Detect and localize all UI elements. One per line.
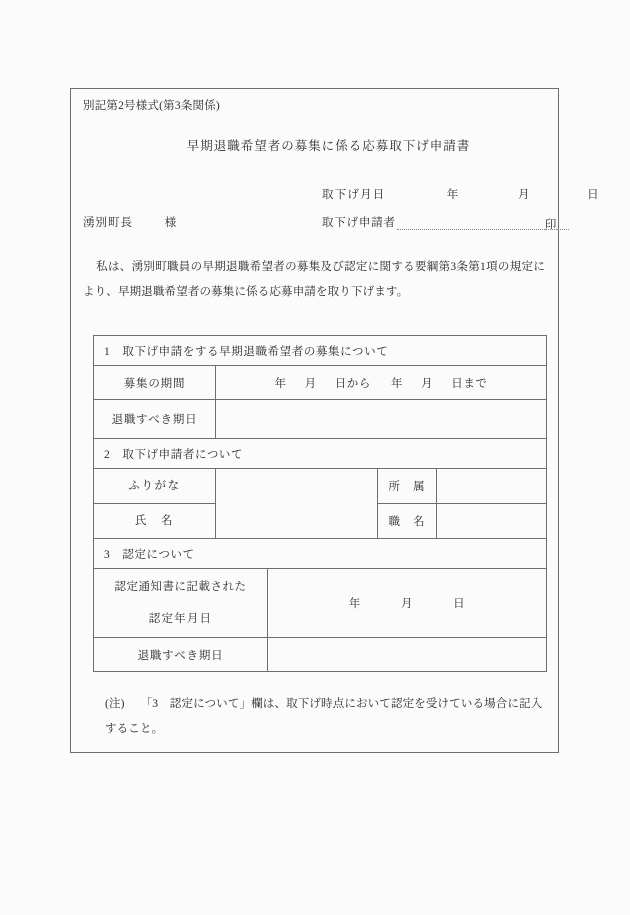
period-month-1: 月 (304, 377, 317, 390)
section2-heading-text: 取下げ申請者について (122, 448, 244, 461)
withdrawal-date-line (322, 186, 599, 202)
section1-number: 1 (104, 345, 111, 358)
body-paragraph-text: 私は、湧別町職員の早期退職希望者の募集及び認定に関する要綱第3条第1項の規定により、早期退職希望者の募集に係る応募申請を取り下げます。 (83, 261, 545, 298)
applicant-seal-mark: 印 (545, 216, 557, 230)
retirement-date-value-1[interactable] (216, 400, 547, 439)
applicant-seal-blank (557, 216, 569, 230)
position-label: 職 名 (378, 504, 437, 539)
withdrawal-date-label: 取下げ月日 (322, 189, 386, 201)
affiliation-value[interactable] (437, 469, 547, 504)
section3-number: 3 (104, 548, 111, 561)
section1-heading-cell (94, 336, 547, 366)
form-page (70, 88, 600, 753)
recruitment-period-value[interactable] (216, 366, 547, 400)
table-row (94, 336, 547, 366)
certification-date-value[interactable] (268, 569, 547, 638)
certification-month: 月 (400, 598, 414, 610)
table-row (94, 569, 547, 638)
document-title: 早期退職希望者の募集に係る応募取下げ申請書 (186, 139, 471, 153)
applicant-name-blank[interactable] (397, 216, 545, 230)
certification-year: 年 (348, 598, 361, 610)
applicant-name-label: 氏 名 (94, 504, 216, 539)
furigana-label: ふりがな (94, 469, 216, 504)
table-row (94, 366, 547, 400)
applicant-name-value[interactable] (216, 469, 378, 539)
section3-heading-cell (94, 539, 547, 569)
affiliation-label: 所 属 (378, 469, 437, 504)
period-month-2: 月 (421, 377, 434, 390)
footnote-text: 欄は、取下げ時点において認定を受けている場合に記入すること。 (105, 698, 543, 735)
recruitment-period-label: 募集の期間 (94, 366, 216, 400)
certification-date-label-line1: 認定通知書に記載された (114, 581, 247, 593)
table-row (94, 439, 547, 469)
certification-date-label-line2: 認定年月日 (148, 613, 213, 625)
form-page-inner (71, 89, 600, 752)
applicant-label: 取下げ申請者 (322, 217, 396, 229)
table-row (94, 469, 547, 504)
period-year-1: 年 (274, 377, 287, 390)
certification-date-label (94, 569, 268, 638)
retirement-date-label-1: 退職すべき期日 (94, 400, 216, 439)
footnote (105, 692, 545, 742)
withdrawal-date-year: 年 (446, 189, 459, 201)
section3-heading-text: 認定について (122, 548, 195, 561)
table-row (94, 400, 547, 439)
period-day-1: 日から (334, 377, 371, 390)
retirement-date-value-2[interactable] (268, 638, 547, 672)
table-row (94, 539, 547, 569)
section2-number: 2 (104, 448, 111, 461)
retirement-date-label-2: 退職すべき期日 (94, 638, 268, 672)
withdrawal-date-month: 月 (517, 189, 530, 201)
withdrawal-date-day: 日 (587, 189, 600, 201)
section1-heading-text: 取下げ申請をする早期退職希望者の募集について (122, 345, 389, 358)
addressee-name: 湧別町長 (83, 217, 133, 229)
form-table (93, 335, 547, 672)
addressee-line (83, 214, 177, 230)
form-code: 別記第2号様式(第3条関係) (83, 100, 220, 112)
section2-heading-cell (94, 439, 547, 469)
body-paragraph (83, 255, 545, 305)
footnote-quoted: 「3 認定について」 (140, 698, 252, 710)
table-row (94, 638, 547, 672)
period-year-2: 年 (391, 377, 404, 390)
addressee-honorific: 様 (164, 217, 178, 229)
position-value[interactable] (437, 504, 547, 539)
footnote-marker: (注) (105, 698, 125, 710)
period-day-2: 日まで (451, 377, 488, 390)
applicant-line (322, 214, 569, 230)
certification-day: 日 (453, 598, 466, 610)
